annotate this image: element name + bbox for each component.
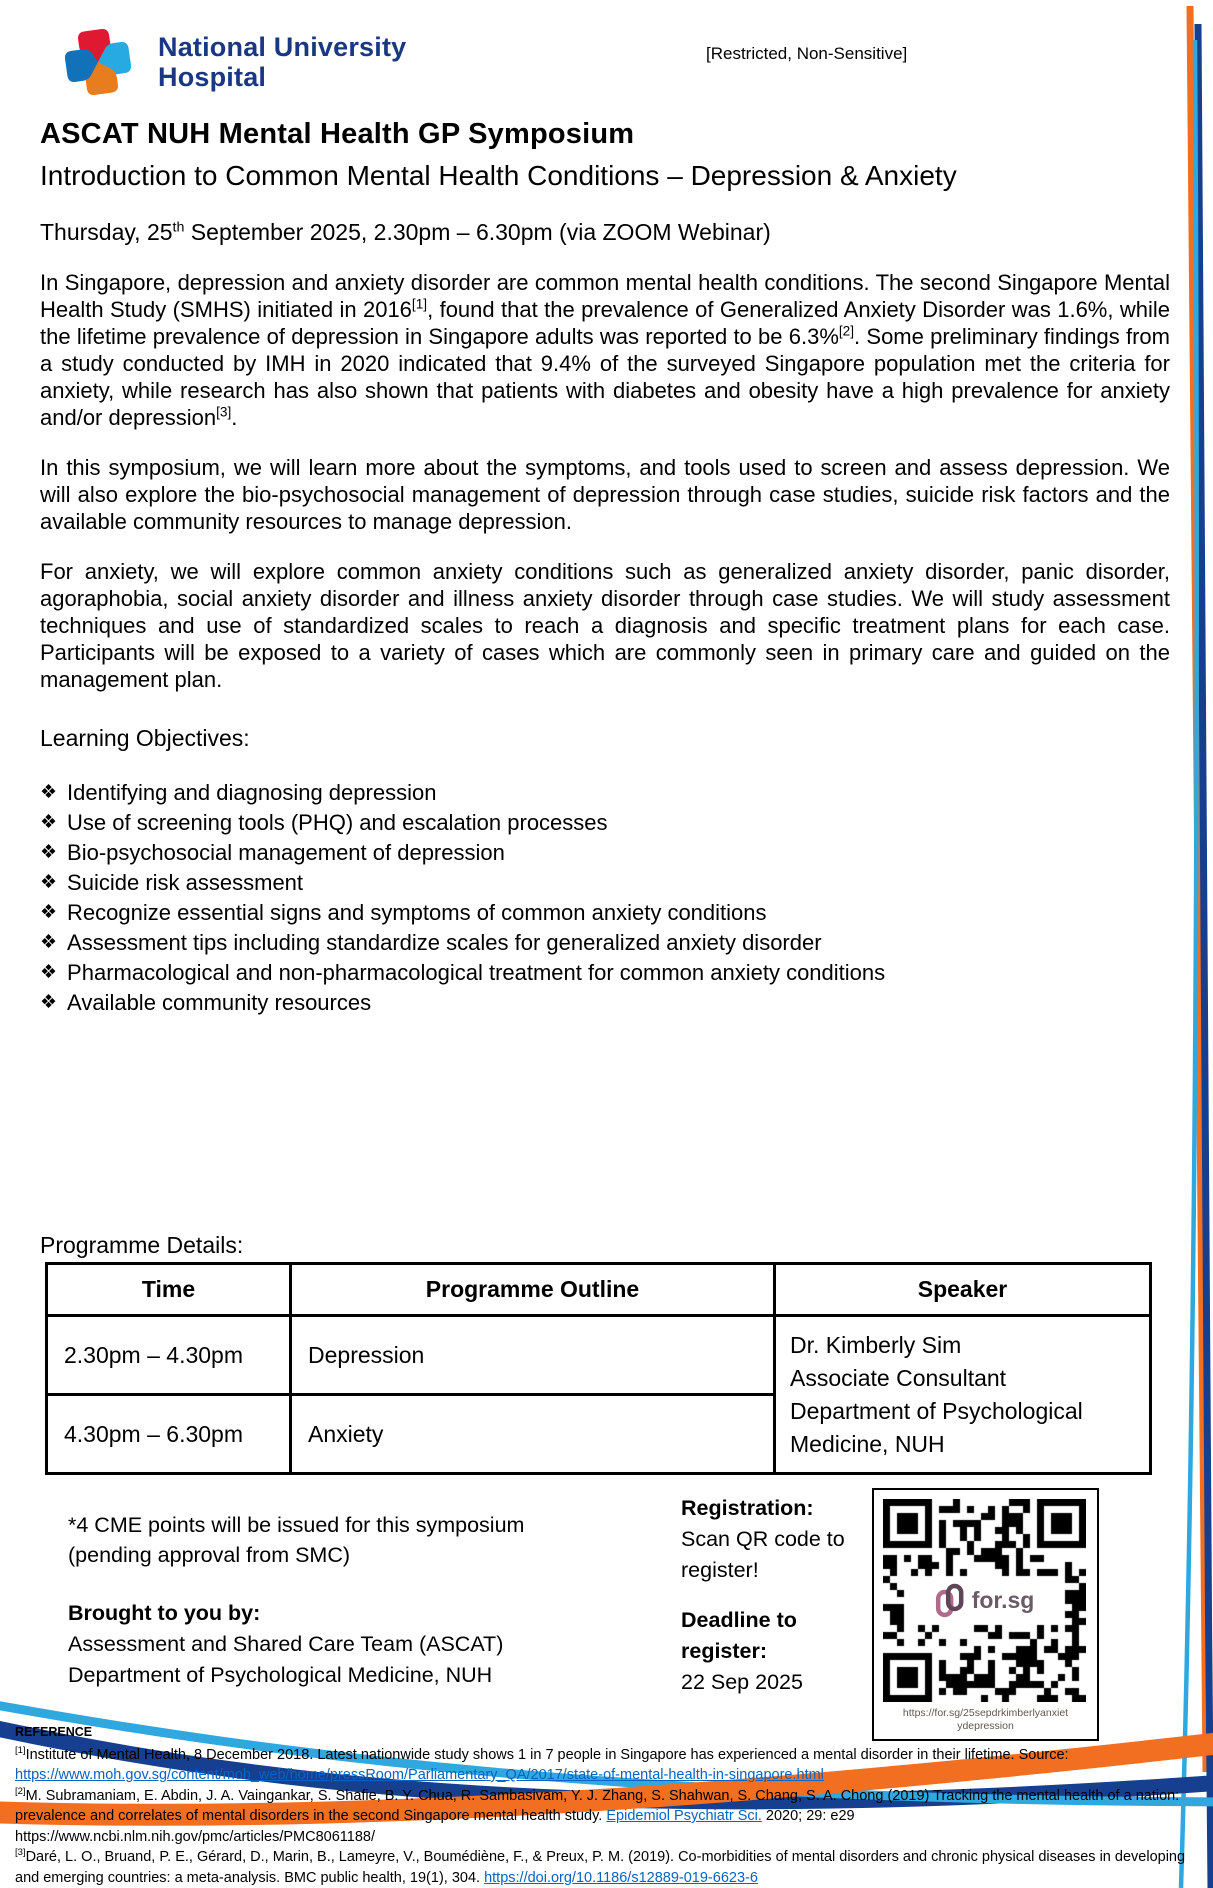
intro-paragraph-1 [40,269,1170,431]
cme-line2: (pending approval from SMC) [68,1543,351,1567]
objective-item [40,988,1170,1018]
references-heading: REFERENCE [15,1725,93,1739]
objective-text: Pharmacological and non-pharmacological treatment for common anxiety conditions [67,960,886,985]
brought-by-line2: Department of Psychological Medicine, NUH [68,1663,493,1687]
objective-text: Recognize essential signs and symptoms of common anxiety conditions [67,900,767,925]
reference-link-moh[interactable]: https://www.moh.gov.sg/content/moh_web/home/pressRoom/Parliamentary_QA/2017/state-of-mental-health-in-singapore.html [15,1767,824,1783]
objective-text: Suicide risk assessment [67,870,304,895]
reference-item-3 [15,1847,1207,1888]
reference-link-doi[interactable]: https://doi.org/10.1186/s12889-019-6623-6 [484,1869,758,1886]
reference-text: Institute of Mental Health, 8 December 2018. Latest nationwide study shows 1 in 7 people in Singapore has experienced a mental disorder in their lifetime. Source: [25,1746,1069,1763]
references-section [15,1722,1207,1888]
intro-p1-segment: . [231,405,238,430]
citation-marker-3: [3] [216,404,232,420]
event-date-ordinal: th [172,219,185,236]
cme-line1: *4 CME points will be issued for this symposium [68,1513,525,1537]
diamond-bullet-icon: ❖ [40,812,58,833]
diamond-bullet-icon: ❖ [40,902,58,923]
reference-text: Daré, L. O., Bruand, P. E., Gérard, D., Marin, B., Lameyre, V., Boumédiène, F., & Preux, P. M. (2019). Co-morbidities of mental disorders and chronic physical diseases in developing and emerging countries: a meta-analysis. BMC public health, 19(1), 304. [15,1849,1186,1886]
reference-item-1 [15,1745,1207,1786]
programme-details-heading: Programme Details: [40,1232,244,1258]
nuh-logo-line1: National University [158,32,407,62]
forsg-logo [929,1581,1041,1621]
session-time: 4.30pm – 6.30pm [47,1395,291,1474]
reference-url-ncbi: https://www.ncbi.nlm.nih.gov/pmc/articles/PMC8061188/ [15,1828,375,1845]
registration-heading: Registration: [681,1496,814,1520]
qr-caption-line1: https://for.sg/25sepdrkimberlyanxiet [902,1707,1069,1719]
cme-note [68,1510,524,1570]
event-date-prefix: Thursday, 25 [40,219,173,245]
edge-line-cyan [1181,40,1197,1888]
diamond-bullet-icon: ❖ [40,932,58,953]
chain-link-icon [935,1583,965,1619]
classification-label: [Restricted, Non-Sensitive] [706,44,908,63]
diamond-bullet-icon: ❖ [40,962,58,983]
objective-item [40,838,1170,868]
brought-by-heading: Brought to you by: [68,1601,261,1625]
main-content [40,118,1170,1018]
learning-objectives-list [40,778,1170,1018]
nuh-logo-line2: Hospital [158,62,267,92]
diamond-bullet-icon: ❖ [40,782,58,803]
diamond-bullet-icon: ❖ [40,842,58,863]
forsg-logo-text: for.sg [971,1587,1035,1613]
column-header-speaker: Speaker [775,1264,1151,1316]
objective-item [40,778,1170,808]
nuh-logo-text [158,32,406,92]
reference-text: M. Subramaniam, E. Abdin, J. A. Vaingankar, S. Shafie, B. Y. Chua, R. Sambasivam, Y. J. Zhang, S. Shahwan, S. Chang, S. A. Chong (2019) Tracking the mental health of a nation: prevalence and correlates of mental disorders in the second Singapore mental health study. [15,1787,1180,1824]
nuh-logo [52,16,406,108]
objective-item [40,868,1170,898]
registration-block [681,1493,861,1698]
objective-text: Bio-psychosocial management of depression [67,840,505,865]
session-outline: Anxiety [291,1395,775,1474]
registration-line2: register! [681,1558,759,1582]
programme-table [45,1262,1152,1475]
table-header-row [47,1264,1151,1316]
reference-link-journal[interactable]: Epidemiol Psychiatr Sci. [606,1808,762,1824]
reference-item-2 [15,1786,1207,1848]
session-time: 2.30pm – 4.30pm [47,1316,291,1395]
session-outline: Depression [291,1316,775,1395]
intro-p1-segment: In Singapore, depression and anxiety disorder are common mental health conditions. The second Singapore Mental Health Study (SMHS) initiated in 2016 [40,270,1170,322]
nuh-pinwheel-icon [52,16,144,108]
objective-text: Assessment tips including standardize scales for generalized anxiety disorder [67,930,822,955]
registration-line1: Scan QR code to [681,1527,845,1551]
objective-item [40,898,1170,928]
intro-p1-segment: . Some preliminary findings from a study conducted by IMH in 2020 indicated that 9.4% of the surveyed Singapore population met the criteria for anxiety, while research has also shown that patients with diabetes and obesity have a high prevalence for anxiety and/or depression [40,324,1170,430]
diamond-bullet-icon: ❖ [40,872,58,893]
table-row [47,1316,1151,1395]
brought-by-block [68,1598,503,1691]
qr-code-box [872,1488,1099,1741]
reference-marker: [3] [15,1847,26,1859]
objective-text: Use of screening tools (PHQ) and escalation processes [67,810,608,835]
page-subtitle: Introduction to Common Mental Health Conditions – Depression & Anxiety [40,160,957,191]
objective-text: Available community resources [67,990,372,1015]
deadline-heading-line1: Deadline to [681,1608,797,1632]
deadline-heading-line2: register: [681,1639,768,1663]
column-header-time: Time [47,1264,291,1316]
event-datetime [40,219,1170,246]
column-header-outline: Programme Outline [291,1264,775,1316]
qr-caption-line2: ydepression [957,1720,1014,1732]
diamond-bullet-icon: ❖ [40,992,58,1013]
intro-paragraph-3: For anxiety, we will explore common anxiety conditions such as generalized anxiety disorder, panic disorder, agoraphobia, social anxiety disorder and illness anxiety disorder through case studies. We will study assessment techniques and use of standardized scales to reach a diagnosis and specific treatment plans for each case. Participants will be exposed to a variety of cases which are commonly seen in primary care and guided on the management plan. [40,559,1170,692]
reference-marker: [1] [15,1744,26,1756]
learning-objectives-heading: Learning Objectives: [40,725,250,751]
objective-item [40,958,1170,988]
reference-marker: [2] [15,1785,26,1797]
speaker-name: Dr. Kimberly Sim [790,1331,962,1358]
brought-by-line1: Assessment and Shared Care Team (ASCAT) [68,1632,504,1656]
objective-text: Identifying and diagnosing depression [67,780,437,805]
speaker-title: Associate Consultant [790,1364,1007,1391]
page-title: ASCAT NUH Mental Health GP Symposium [40,118,635,150]
citation-marker-2: [2] [838,323,855,339]
objective-item [40,808,1170,838]
intro-p1-segment: , found that the prevalence of Generalized Anxiety Disorder was 1.6%, while the lifetime prevalence of depression in Singapore adults was reported to be 6.3% [40,297,1170,349]
deadline-date: 22 Sep 2025 [681,1670,803,1694]
speaker-dept: Department of Psychological Medicine, NUH [790,1397,1083,1457]
objective-item [40,928,1170,958]
reference-text: 2020; 29: e29 [761,1808,855,1824]
speaker-cell [775,1316,1151,1474]
citation-marker-1: [1] [411,296,428,312]
event-date-suffix: September 2025, 2.30pm – 6.30pm (via ZOOM Webinar) [184,219,771,245]
intro-paragraph-2: In this symposium, we will learn more about the symptoms, and tools used to screen and assess depression. We will also explore the bio-psychosocial management of depression through case studies, suicide risk factors and the available community resources to manage depression. [40,455,1170,534]
